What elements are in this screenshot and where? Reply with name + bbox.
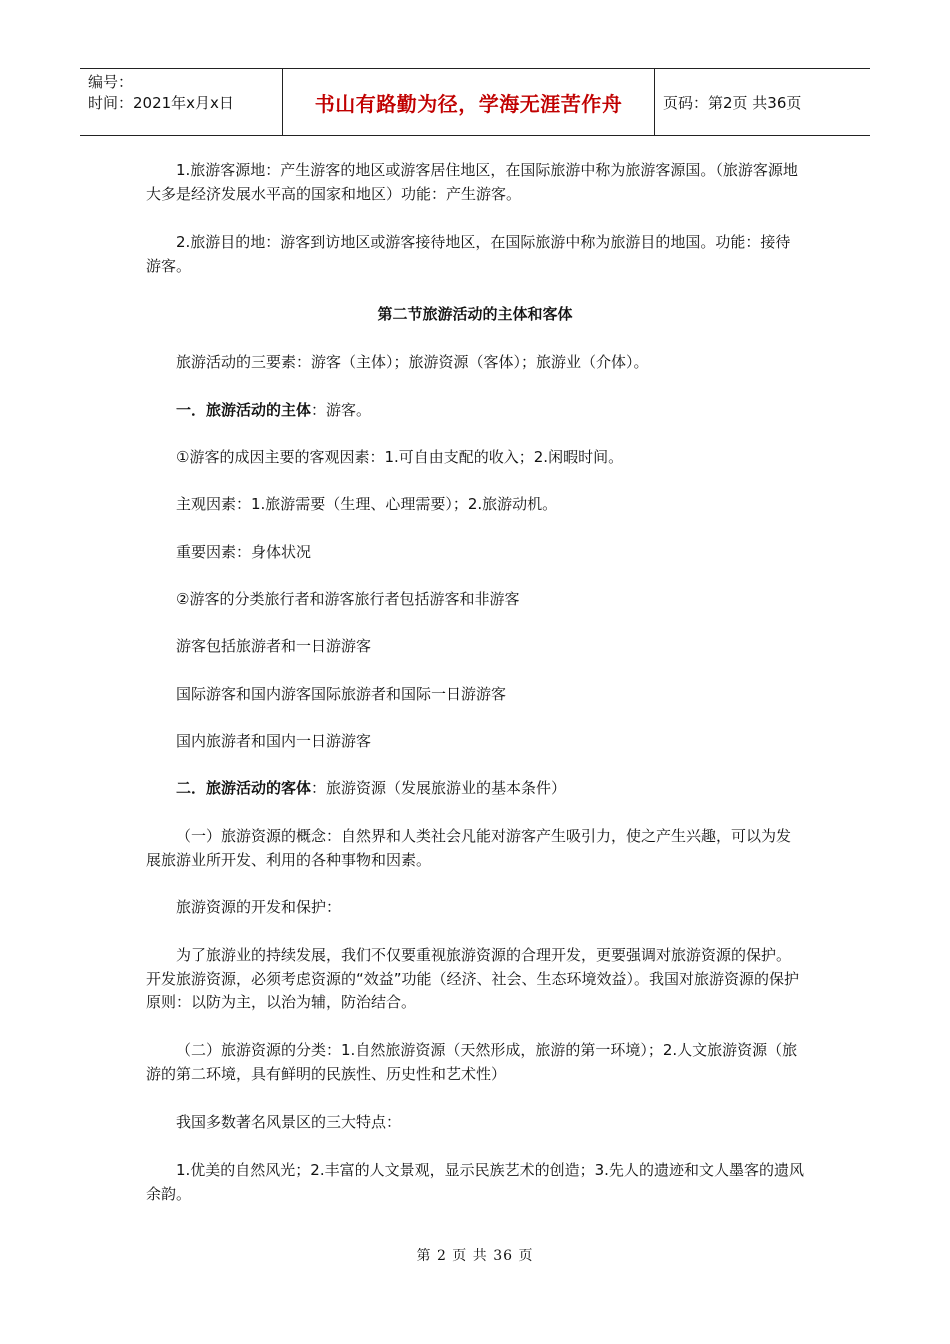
paragraph-tourist-includes: 游客包括旅游者和一日游游客 [176, 637, 372, 655]
page-header [80, 68, 870, 136]
heading-subject-rest: ：游客。 [311, 401, 372, 419]
paragraph-features-list: 1.优美的自然风光；2.丰富的人文景观，显示民族艺术的创造；3.先人的遗迹和文人墨客的遗风余韵。 [146, 1161, 804, 1203]
paragraph-objective-factors: ①游客的成因主要的客观因素：1.可自由支配的收入；2.闲暇时间。 [176, 448, 624, 466]
paragraph-development-protection: 旅游资源的开发和保护： [176, 898, 342, 916]
paragraph-three-features: 我国多数著名风景区的三大特点： [176, 1113, 402, 1131]
header-motto: 书山有路勤为径，学海无涯苦作舟 [314, 91, 623, 116]
header-meta [80, 69, 282, 135]
heading-object-rest: ：旅游资源（发展旅游业的基本条件） [311, 779, 567, 797]
paragraph-important-factor: 重要因素：身体状况 [176, 543, 312, 561]
paragraph-subjective-factors: 主观因素：1.旅游需要（生理、心理需要）；2.旅游动机。 [176, 495, 558, 513]
page-footer: 第 2 页 共 36 页 [416, 1248, 534, 1264]
paragraph-tourist-source: 1.旅游客源地：产生游客的地区或游客居住地区，在国际旅游中称为旅游客源国。（旅游客源地大多是经济发展水平高的国家和地区）功能：产生游客。 [146, 161, 798, 203]
heading-object [146, 777, 804, 801]
heading-object-bold: 二．旅游活动的客体 [176, 779, 312, 797]
heading-subject-bold: 一．旅游活动的主体 [176, 401, 312, 419]
paragraph-resource-classification: （二）旅游资源的分类：1.自然旅游资源（天然形成，旅游的第一环境）；2.人文旅游资源（旅游的第二环境，具有鲜明的民族性、历史性和艺术性） [146, 1041, 798, 1083]
document-time-label: 时间：2021年x月x日 [88, 94, 234, 112]
heading-subject [146, 399, 804, 423]
paragraph-international-domestic: 国际游客和国内游客国际旅游者和国际一日游游客 [176, 685, 507, 703]
paragraph-sustainable-development: 为了旅游业的持续发展，我们不仅要重视旅游资源的合理开发，更要强调对旅游资源的保护。开发旅游资源，必须考虑资源的“效益”功能（经济、社会、生态环境效益）。我国对旅游资源的保护原则：以防为主，以治为辅，防治结合。 [146, 946, 800, 1011]
document-number-label: 编号： [88, 73, 134, 91]
paragraph-tourist-destination: 2.旅游目的地：游客到访地区或游客接待地区，在国际旅游中称为旅游目的地国。功能：接待游客。 [146, 233, 791, 275]
paragraph-tourist-classification: ②游客的分类旅行者和游客旅行者包括游客和非游客 [176, 590, 520, 608]
paragraph-domestic-tourists: 国内旅游者和国内一日游游客 [176, 732, 372, 750]
header-motto-cell [282, 69, 655, 135]
paragraph-three-elements: 旅游活动的三要素：游客（主体）；旅游资源（客体）；旅游业（介体）。 [176, 353, 649, 371]
paragraph-resource-concept: （一）旅游资源的概念：自然界和人类社会凡能对游客产生吸引力，使之产生兴趣，可以为发展旅游业所开发、利用的各种事物和因素。 [146, 827, 792, 869]
header-page-cell [655, 69, 870, 135]
section-title: 第二节旅游活动的主体和客体 [377, 305, 573, 323]
header-page-label: 页码：第2页 共36页 [663, 93, 802, 112]
